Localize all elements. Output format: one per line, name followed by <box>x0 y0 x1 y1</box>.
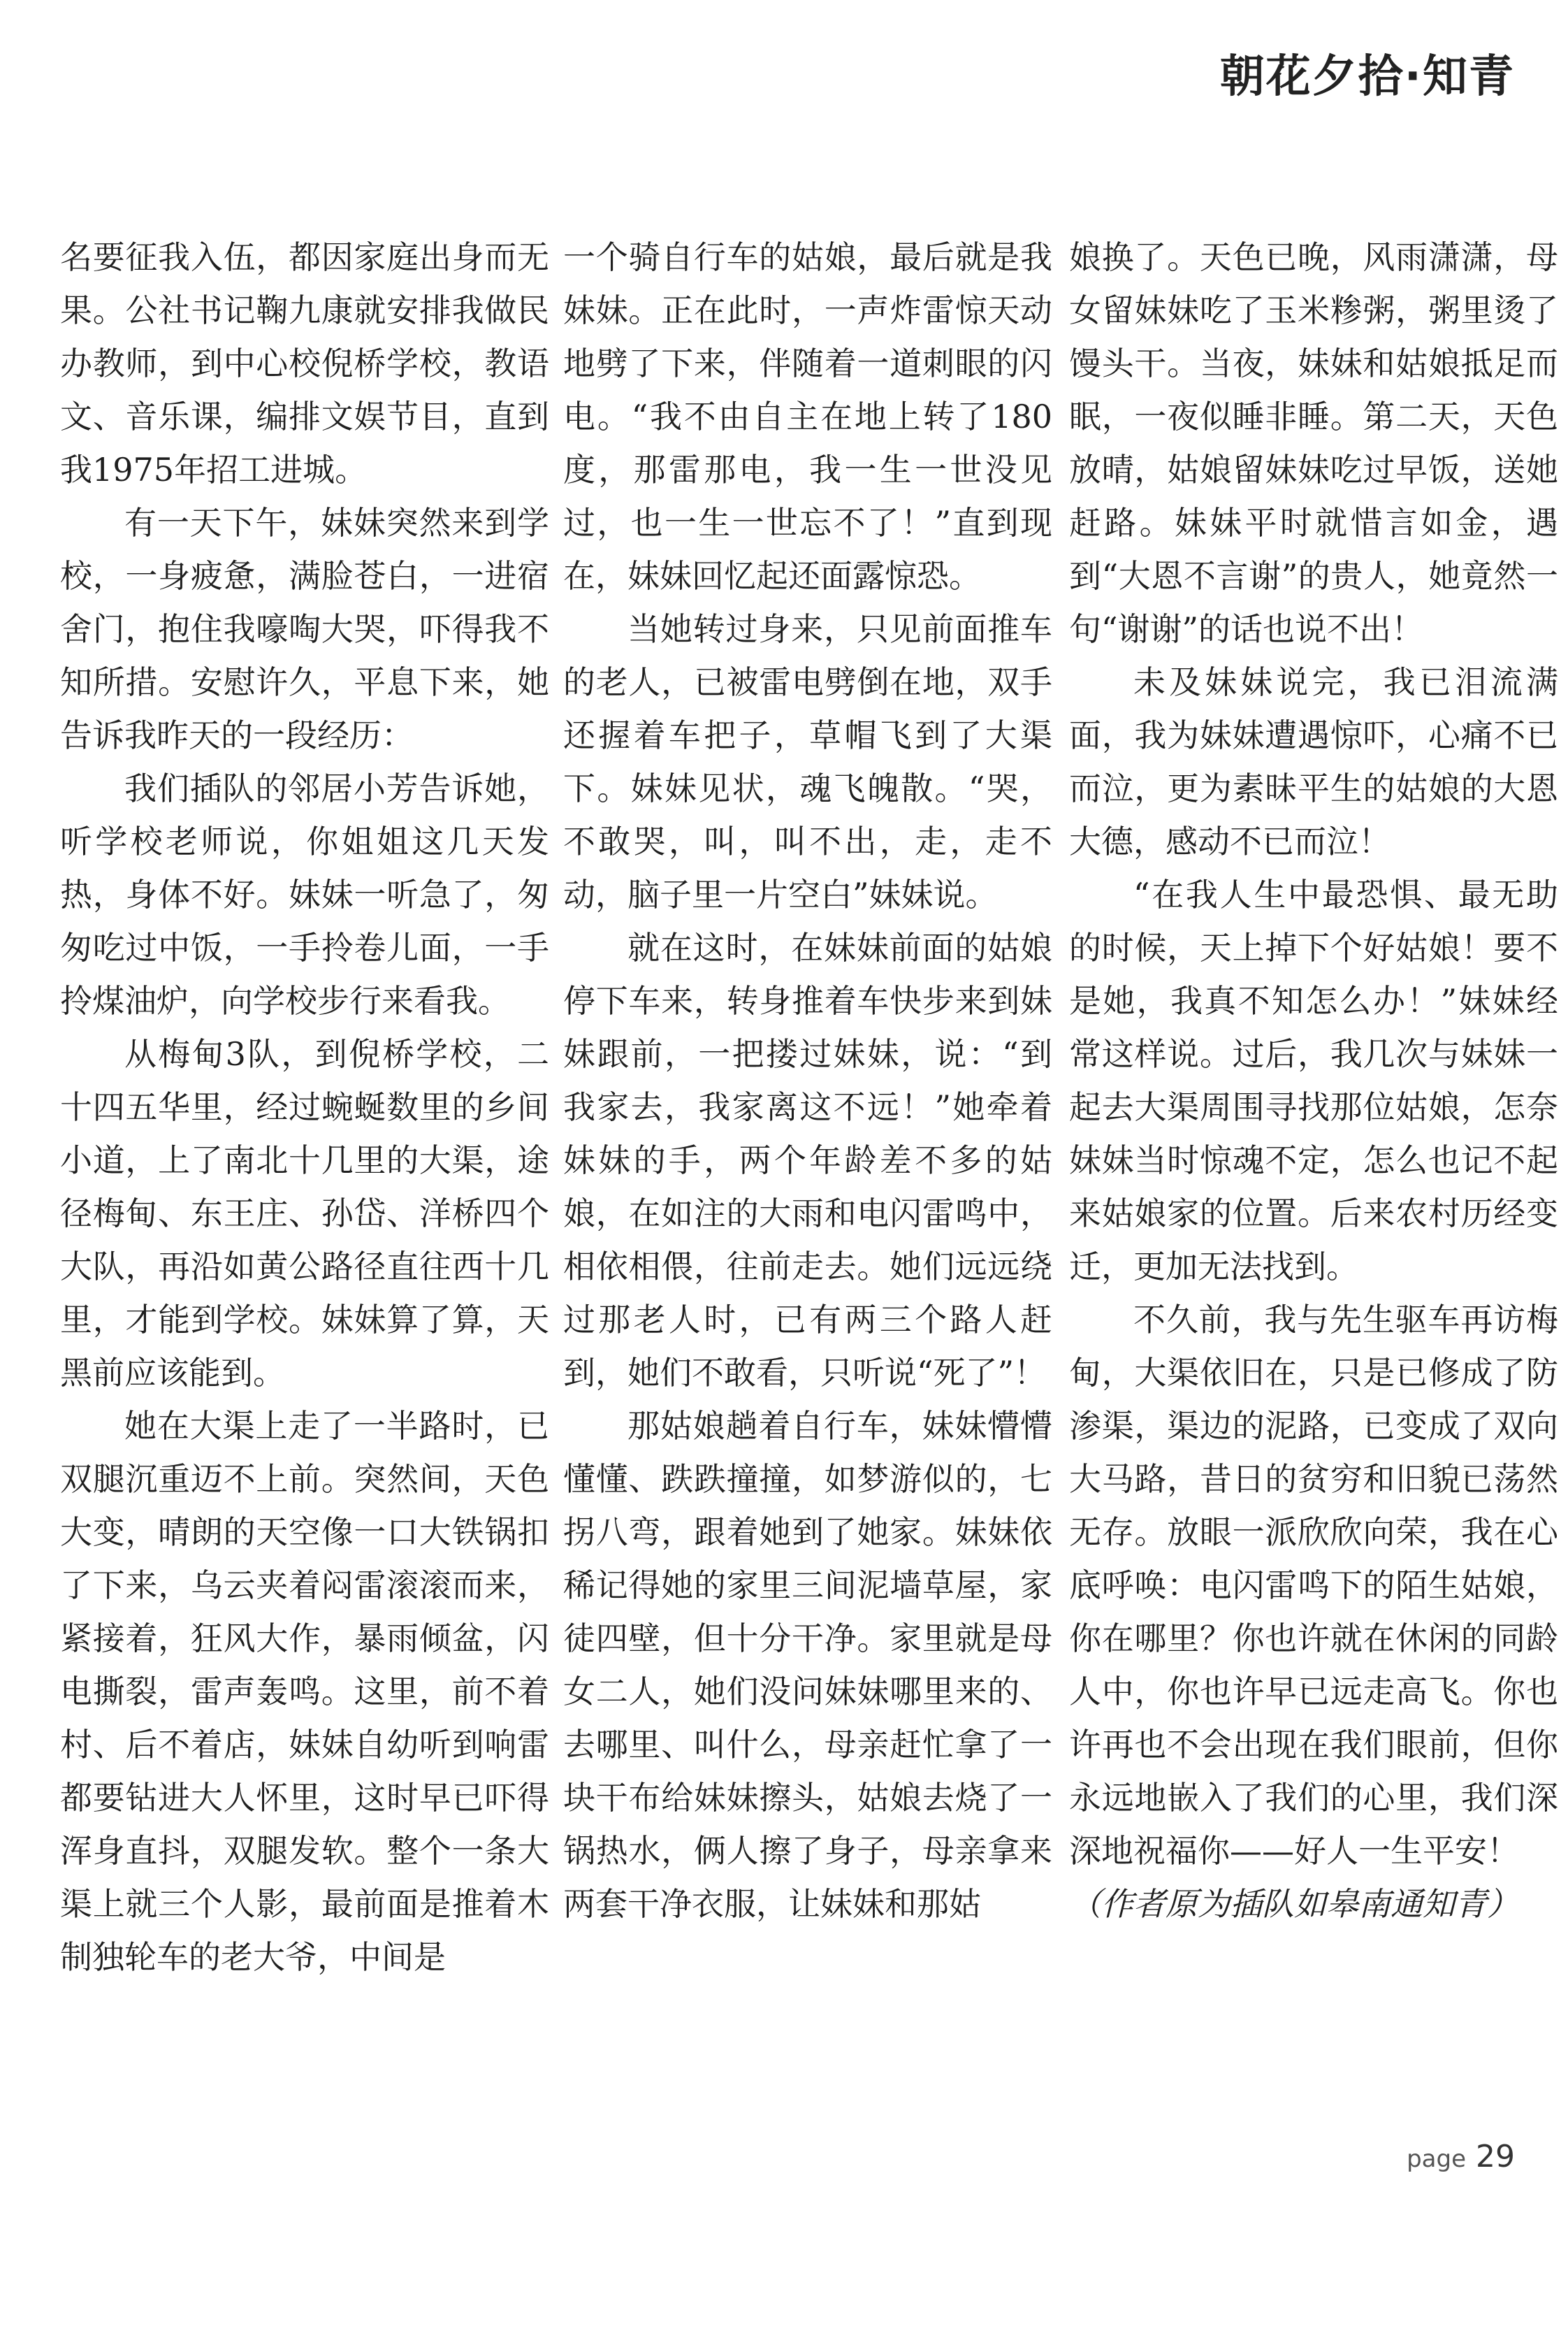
paragraph: 名要征我入伍，都因家庭出身而无果。公社书记鞠九康就安排我做民办教师，到中心校倪桥学校，教语文、音乐课，编排文娱节目，直到我1975年招工进城。 <box>60 238 549 489</box>
paragraph: 娘换了。天色已晚，风雨潇潇，母女留妹妹吃了玉米糁粥，粥里烫了馒头干。当夜，妹妹和姑娘抵足而眠，一夜似睡非睡。第二天，天色放晴，姑娘留妹妹吃过早饭，送她赶路。妹妹平时就惜言如金，遇到“大恩不言谢”的贵人，她竟然一句“谢谢”的话也说不出！ <box>1069 238 1558 648</box>
article-column-1 <box>60 231 549 1984</box>
paragraph: 就在这时，在妹妹前面的姑娘停下车来，转身推着车快步来到妹妹跟前，一把搂过妹妹，说：“到我家去，我家离这不远！”她牵着妹妹的手，两个年龄差不多的姑娘，在如注的大雨和电闪雷鸣中，相依相偎，往前走去。她们远远绕过那老人时，已有两三个路人赶到，她们不敢看，只听说“死了”！ <box>563 929 1052 1392</box>
paragraph: 有一天下午，妹妹突然来到学校，一身疲惫，满脸苍白，一进宿舍门，抱住我嚎啕大哭，吓得我不知所措。安慰许久，平息下来，她告诉我昨天的一段经历： <box>60 504 549 754</box>
paragraph: 她在大渠上走了一半路时，已双腿沉重迈不上前。突然间，天色大变，晴朗的天空像一口大铁锅扣了下来，乌云夹着闷雷滚滚而来，紧接着，狂风大作，暴雨倾盆，闪电撕裂，雷声轰鸣。这里，前不着村、后不着店，妹妹自幼听到响雷都要钻进大人怀里，这时早已吓得浑身直抖，双腿发软。整个一条大渠上就三个人影，最前面是推着木制独轮车的老大爷，中间是 <box>60 1407 549 1976</box>
paragraph: “在我人生中最恐惧、最无助的时候，天上掉下个好姑娘！要不是她，我真不知怎么办！”妹妹经常这样说。过后，我几次与妹妹一起去大渠周围寻找那位姑娘，怎奈妹妹当时惊魂不定，怎么也记不起来姑娘家的位置。后来农村历经变迁，更加无法找到。 <box>1069 876 1558 1285</box>
paragraph: 那姑娘趟着自行车，妹妹懵懵懂懂、跌跌撞撞，如梦游似的，七拐八弯，跟着她到了她家。妹妹依稀记得她的家里三间泥墙草屋，家徒四壁，但十分干净。家里就是母女二人，她们没问妹妹哪里来的、去哪里、叫什么，母亲赶忙拿了一块干布给妹妹擦头，姑娘去烧了一锅热水，俩人擦了身子，母亲拿来两套干净衣服，让妹妹和那姑 <box>563 1407 1052 1923</box>
paragraph: 我们插队的邻居小芳告诉她，听学校老师说，你姐姐这几天发热，身体不好。妹妹一听急了，匆匆吃过中饭，一手拎卷儿面，一手拎煤油炉，向学校步行来看我。 <box>60 770 549 1020</box>
paragraph: 未及妹妹说完，我已泪流满面，我为妹妹遭遇惊吓，心痛不已而泣，更为素昧平生的姑娘的大恩大德，感动不已而泣！ <box>1069 663 1558 860</box>
page-label: page <box>1407 2145 1466 2173</box>
paragraph: 当她转过身来，只见前面推车的老人，已被雷电劈倒在地，双手还握着车把子，草帽飞到了大渠下。妹妹见状，魂飞魄散。“哭，不敢哭，叫，叫不出，走，走不动，脑子里一片空白”妹妹说。 <box>563 610 1052 914</box>
page-footer <box>1407 2139 1515 2174</box>
paragraph: 一个骑自行车的姑娘，最后就是我妹妹。正在此时，一声炸雷惊天动地劈了下来，伴随着一道刺眼的闪电。“我不由自主在地上转了180度，那雷那电，我一生一世没见过，也一生一世忘不了！”直到现在，妹妹回忆起还面露惊恐。 <box>563 238 1052 595</box>
article-column-3 <box>1069 231 1558 1931</box>
paragraph: 不久前，我与先生驱车再访梅甸，大渠依旧在，只是已修成了防渗渠，渠边的泥路，已变成了双向大马路，昔日的贫穷和旧貌已荡然无存。放眼一派欣欣向荣，我在心底呼唤：电闪雷鸣下的陌生姑娘，你在哪里？你也许就在休闲的同龄人中，你也许早已远走高飞。你也许再也不会出现在我们眼前，但你永远地嵌入了我们的心里，我们深深地祝福你——好人一生平安！ <box>1069 1301 1558 1870</box>
paragraph: 从梅甸3队，到倪桥学校，二十四五华里，经过蜿蜒数里的乡间小道，上了南北十几里的大渠，途径梅甸、东王庄、孙岱、洋桥四个大队，再沿如黄公路径直往西十几里，才能到学校。妹妹算了算，天黑前应该能到。 <box>60 1035 549 1392</box>
article-column-2 <box>563 231 1052 1931</box>
section-header: 朝花夕拾·知青 <box>1219 51 1515 103</box>
page-number: 29 <box>1476 2139 1515 2174</box>
author-credit: （作者原为插队如皋南通知青） <box>1069 1885 1519 1923</box>
